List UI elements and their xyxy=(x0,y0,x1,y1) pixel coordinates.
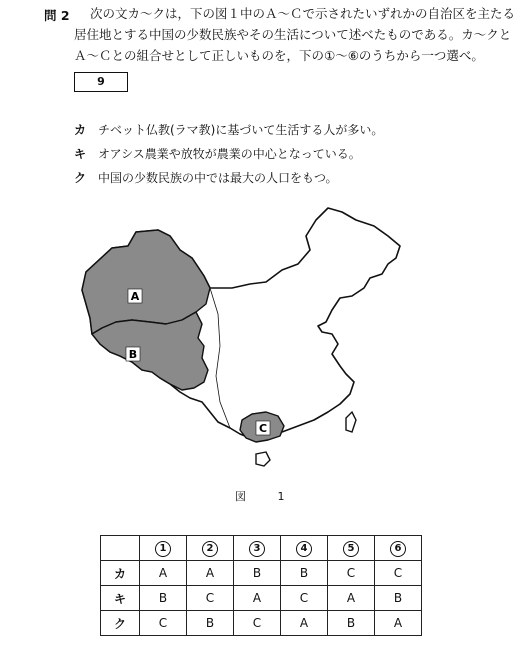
table-row xyxy=(101,611,422,636)
option-number: 1 xyxy=(155,541,171,557)
statement-key: カ xyxy=(74,123,87,137)
table-cell: B xyxy=(140,586,187,611)
statement-text: オアシス農業や放牧が農業の中心となっている。 xyxy=(98,147,361,161)
statement-key: ク xyxy=(74,171,87,185)
option-cell xyxy=(328,536,375,561)
option-cell xyxy=(281,536,328,561)
table-cell: A xyxy=(328,586,375,611)
question-line-3: Ａ～Ｃとの組合せとして正しいものを，下の①～⑥のうちから一つ選べ。 xyxy=(74,48,484,63)
region-label-b: B xyxy=(128,348,138,361)
figure-caption: 図 1 xyxy=(235,490,299,503)
table-cell: C xyxy=(281,586,328,611)
corner-cell xyxy=(101,536,140,561)
statement-ku xyxy=(74,169,338,186)
option-number: 6 xyxy=(390,541,406,557)
question-line-2: 居住地とする中国の少数民族やその生活について述べたものである。カ～クと xyxy=(74,27,512,42)
table-cell: B xyxy=(328,611,375,636)
row-label: カ xyxy=(101,561,140,586)
answer-box: 9 xyxy=(74,72,128,92)
statement-text: チベット仏教(ラマ教)に基づいて生活する人が多い。 xyxy=(98,123,384,137)
table-cell: A xyxy=(281,611,328,636)
table-cell: B xyxy=(187,611,234,636)
table-row xyxy=(101,586,422,611)
question-number: 問 2 xyxy=(44,8,70,23)
option-number: 5 xyxy=(343,541,359,557)
table-cell: A xyxy=(140,561,187,586)
table-cell: C xyxy=(375,561,422,586)
option-cell xyxy=(375,536,422,561)
table-cell: C xyxy=(187,586,234,611)
row-label: キ xyxy=(101,586,140,611)
table-cell: A xyxy=(234,586,281,611)
option-number: 2 xyxy=(202,541,218,557)
option-cell xyxy=(187,536,234,561)
table-cell: C xyxy=(140,611,187,636)
option-number: 4 xyxy=(296,541,312,557)
hainan-island xyxy=(256,452,270,466)
table-cell: B xyxy=(281,561,328,586)
china-map xyxy=(70,206,430,476)
region-label-a: A xyxy=(130,290,140,303)
question-line-1: 次の文カ～クは，下の図１中のＡ～Ｃで示されたいずれかの自治区を主たる xyxy=(90,6,516,21)
table-cell: B xyxy=(375,586,422,611)
taiwan-island xyxy=(346,412,356,432)
statement-ki xyxy=(74,145,361,162)
table-cell: B xyxy=(234,561,281,586)
option-cell xyxy=(140,536,187,561)
table-cell: A xyxy=(375,611,422,636)
statement-key: キ xyxy=(74,147,87,161)
option-cell xyxy=(234,536,281,561)
statement-ka xyxy=(74,121,383,138)
table-row xyxy=(101,561,422,586)
statement-text: 中国の少数民族の中では最大の人口をもつ。 xyxy=(98,171,338,185)
row-label: ク xyxy=(101,611,140,636)
region-label-c: C xyxy=(258,422,268,435)
table-header-row xyxy=(101,536,422,561)
option-number: 3 xyxy=(249,541,265,557)
table-cell: A xyxy=(187,561,234,586)
table-cell: C xyxy=(234,611,281,636)
table-cell: C xyxy=(328,561,375,586)
answer-options-table xyxy=(100,535,422,636)
